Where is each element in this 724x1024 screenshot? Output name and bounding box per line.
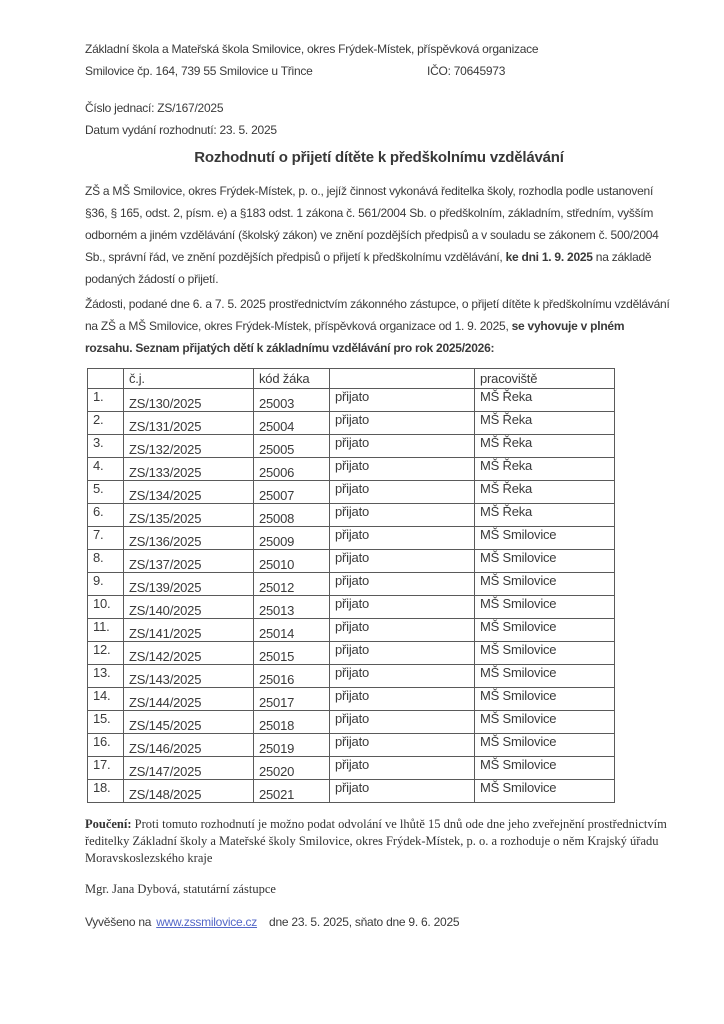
- signature-line: Mgr. Jana Dybová, statutární zástupce: [85, 882, 276, 896]
- row-status-cell: přijato: [330, 504, 475, 527]
- publication-suffix: dne 23. 5. 2025, sňato dne 9. 6. 2025: [269, 915, 460, 929]
- row-workplace-cell: MŠ Smilovice: [475, 734, 615, 757]
- admission-paragraph-text: Žádosti, podané dne 6. a 7. 5. 2025 prostřednictvím zákonného zástupce, o přijetí dítěte k předškolnímu vzdělávání na ZŠ a MŠ Smilovice, okres Frýdek-Místek, příspěvková organizace od 1. 9. 2025,: [85, 297, 670, 333]
- row-case-number-cell: ZS/134/2025: [124, 481, 254, 504]
- row-workplace-cell: MŠ Řeka: [475, 481, 615, 504]
- row-pupil-code-cell: 25003: [254, 389, 330, 412]
- row-status-cell: přijato: [330, 780, 475, 803]
- row-status-cell: přijato: [330, 688, 475, 711]
- row-status-cell: přijato: [330, 619, 475, 642]
- row-number-cell: 7.: [88, 527, 124, 550]
- row-pupil-code-cell: 25018: [254, 711, 330, 734]
- row-pupil-code-cell: 25009: [254, 527, 330, 550]
- row-number-cell: 2.: [88, 412, 124, 435]
- row-pupil-code-cell: 25015: [254, 642, 330, 665]
- row-workplace-cell: MŠ Smilovice: [475, 550, 615, 573]
- case-number: Číslo jednací: ZS/167/2025: [85, 101, 224, 115]
- org-address: Smilovice čp. 164, 739 55 Smilovice u Třince: [85, 64, 313, 78]
- header-workplace-cell: pracoviště: [475, 369, 615, 389]
- row-case-number-cell: ZS/144/2025: [124, 688, 254, 711]
- row-workplace-cell: MŠ Smilovice: [475, 642, 615, 665]
- row-number-cell: 6.: [88, 504, 124, 527]
- header-status-cell: [330, 369, 475, 389]
- row-status-cell: přijato: [330, 642, 475, 665]
- row-case-number-cell: ZS/139/2025: [124, 573, 254, 596]
- row-workplace-cell: MŠ Řeka: [475, 458, 615, 481]
- row-case-number-cell: ZS/141/2025: [124, 619, 254, 642]
- table-row: [88, 780, 615, 803]
- row-case-number-cell: ZS/136/2025: [124, 527, 254, 550]
- row-number-cell: 17.: [88, 757, 124, 780]
- row-case-number-cell: ZS/137/2025: [124, 550, 254, 573]
- row-status-cell: přijato: [330, 596, 475, 619]
- row-case-number-cell: ZS/140/2025: [124, 596, 254, 619]
- row-workplace-cell: MŠ Smilovice: [475, 619, 615, 642]
- row-status-cell: přijato: [330, 757, 475, 780]
- table-row: [88, 734, 615, 757]
- table-row: [88, 481, 615, 504]
- row-workplace-cell: MŠ Smilovice: [475, 711, 615, 734]
- table-row: [88, 458, 615, 481]
- row-workplace-cell: MŠ Smilovice: [475, 665, 615, 688]
- table-header-row: [88, 369, 615, 389]
- website-link[interactable]: www.zssmilovice.cz: [156, 915, 258, 929]
- row-workplace-cell: MŠ Smilovice: [475, 688, 615, 711]
- row-case-number-cell: ZS/131/2025: [124, 412, 254, 435]
- decision-paragraph-tail: na základě podaných žádostí o přijetí.: [85, 250, 652, 286]
- table-row: [88, 527, 615, 550]
- row-pupil-code-cell: 25004: [254, 412, 330, 435]
- header-pupil-code-cell: kód žáka: [254, 369, 330, 389]
- row-pupil-code-cell: 25014: [254, 619, 330, 642]
- table-row: [88, 642, 615, 665]
- row-pupil-code-cell: 25017: [254, 688, 330, 711]
- header-case-number-cell: č.j.: [124, 369, 254, 389]
- row-status-cell: přijato: [330, 527, 475, 550]
- row-pupil-code-cell: 25007: [254, 481, 330, 504]
- row-number-cell: 8.: [88, 550, 124, 573]
- row-case-number-cell: ZS/142/2025: [124, 642, 254, 665]
- row-pupil-code-cell: 25016: [254, 665, 330, 688]
- row-status-cell: přijato: [330, 665, 475, 688]
- row-status-cell: přijato: [330, 550, 475, 573]
- table-row: [88, 435, 615, 458]
- row-pupil-code-cell: 25008: [254, 504, 330, 527]
- publication-line: [85, 911, 674, 933]
- row-case-number-cell: ZS/143/2025: [124, 665, 254, 688]
- row-number-cell: 16.: [88, 734, 124, 757]
- notice-label: Poučení:: [85, 817, 132, 831]
- table-row: [88, 389, 615, 412]
- table-row: [88, 688, 615, 711]
- table-row: [88, 757, 615, 780]
- row-case-number-cell: ZS/135/2025: [124, 504, 254, 527]
- row-case-number-cell: ZS/146/2025: [124, 734, 254, 757]
- header-number-cell: [88, 369, 124, 389]
- row-number-cell: 14.: [88, 688, 124, 711]
- row-status-cell: přijato: [330, 711, 475, 734]
- decision-paragraph: [85, 180, 673, 290]
- row-pupil-code-cell: 25020: [254, 757, 330, 780]
- notice-paragraph: [85, 816, 677, 867]
- row-workplace-cell: MŠ Řeka: [475, 389, 615, 412]
- row-pupil-code-cell: 25010: [254, 550, 330, 573]
- row-number-cell: 10.: [88, 596, 124, 619]
- row-case-number-cell: ZS/133/2025: [124, 458, 254, 481]
- row-status-cell: přijato: [330, 389, 475, 412]
- admissions-table-head: [88, 369, 615, 389]
- decision-date-bold: ke dni 1. 9. 2025: [505, 250, 593, 264]
- table-row: [88, 504, 615, 527]
- row-status-cell: přijato: [330, 573, 475, 596]
- org-address-line: [85, 60, 674, 82]
- admission-result-bold: se vyhovuje v plném rozsahu. Seznam přijatých dětí k základnímu vzdělávání pro rok 2025/2026:: [85, 319, 625, 355]
- table-row: [88, 711, 615, 734]
- notice-text: Proti tomuto rozhodnutí je možno podat odvolání ve lhůtě 15 dnů ode dne jeho zveřejnění prostřednictvím ředitelky Základní školy a Mateřské školy Smilovice, okres Frýdek-Místek, p. o. a rozhoduje o něm Krajský úřadu Moravskoslezského kraje: [85, 817, 667, 865]
- admissions-table: [87, 368, 615, 803]
- table-row: [88, 550, 615, 573]
- row-case-number-cell: ZS/148/2025: [124, 780, 254, 803]
- row-number-cell: 5.: [88, 481, 124, 504]
- row-case-number-cell: ZS/130/2025: [124, 389, 254, 412]
- row-workplace-cell: MŠ Smilovice: [475, 573, 615, 596]
- table-row: [88, 573, 615, 596]
- row-workplace-cell: MŠ Řeka: [475, 412, 615, 435]
- table-row: [88, 665, 615, 688]
- row-pupil-code-cell: 25013: [254, 596, 330, 619]
- row-pupil-code-cell: 25021: [254, 780, 330, 803]
- row-workplace-cell: MŠ Smilovice: [475, 757, 615, 780]
- org-ico: IČO: 70645973: [427, 64, 506, 78]
- row-number-cell: 18.: [88, 780, 124, 803]
- row-status-cell: přijato: [330, 435, 475, 458]
- row-case-number-cell: ZS/132/2025: [124, 435, 254, 458]
- publication-prefix: Vyvěšeno na: [85, 915, 152, 929]
- row-number-cell: 4.: [88, 458, 124, 481]
- row-case-number-cell: ZS/145/2025: [124, 711, 254, 734]
- row-workplace-cell: MŠ Řeka: [475, 435, 615, 458]
- row-case-number-cell: ZS/147/2025: [124, 757, 254, 780]
- row-number-cell: 11.: [88, 619, 124, 642]
- decision-paragraph-text: ZŠ a MŠ Smilovice, okres Frýdek-Místek, p. o., jejíž činnost vykonává ředitelka školy, rozhodla podle ustanovení §36, § 165, odst. 2, písm. e) a §183 odst. 1 zákona č. 561/2004 Sb. o předškolním, základním, středním, vyšším odborném a jiném vzdělávání (školský zákon) ve znění pozdějších předpisů a v souladu se zákonem č. 500/2004 Sb., správní řád, ve znění pozdějších předpisů o přijetí k předškolnímu vzdělávání,: [85, 184, 659, 264]
- row-number-cell: 9.: [88, 573, 124, 596]
- document-title: Rozhodnutí o přijetí dítěte k předškolnímu vzdělávání: [194, 149, 564, 166]
- row-status-cell: přijato: [330, 734, 475, 757]
- row-number-cell: 1.: [88, 389, 124, 412]
- row-workplace-cell: MŠ Smilovice: [475, 527, 615, 550]
- row-number-cell: 3.: [88, 435, 124, 458]
- org-name: Základní škola a Mateřská škola Smilovice, okres Frýdek-Místek, příspěvková organizace: [85, 42, 539, 56]
- row-number-cell: 15.: [88, 711, 124, 734]
- row-status-cell: přijato: [330, 412, 475, 435]
- row-workplace-cell: MŠ Smilovice: [475, 596, 615, 619]
- row-status-cell: přijato: [330, 458, 475, 481]
- table-row: [88, 619, 615, 642]
- row-number-cell: 12.: [88, 642, 124, 665]
- row-pupil-code-cell: 25005: [254, 435, 330, 458]
- row-number-cell: 13.: [88, 665, 124, 688]
- row-pupil-code-cell: 25012: [254, 573, 330, 596]
- row-workplace-cell: MŠ Řeka: [475, 504, 615, 527]
- table-row: [88, 596, 615, 619]
- row-pupil-code-cell: 25006: [254, 458, 330, 481]
- admissions-table-body: [88, 389, 615, 803]
- row-pupil-code-cell: 25019: [254, 734, 330, 757]
- row-workplace-cell: MŠ Smilovice: [475, 780, 615, 803]
- row-status-cell: přijato: [330, 481, 475, 504]
- decision-date: Datum vydání rozhodnutí: 23. 5. 2025: [85, 123, 277, 137]
- admission-paragraph: [85, 293, 673, 359]
- table-row: [88, 412, 615, 435]
